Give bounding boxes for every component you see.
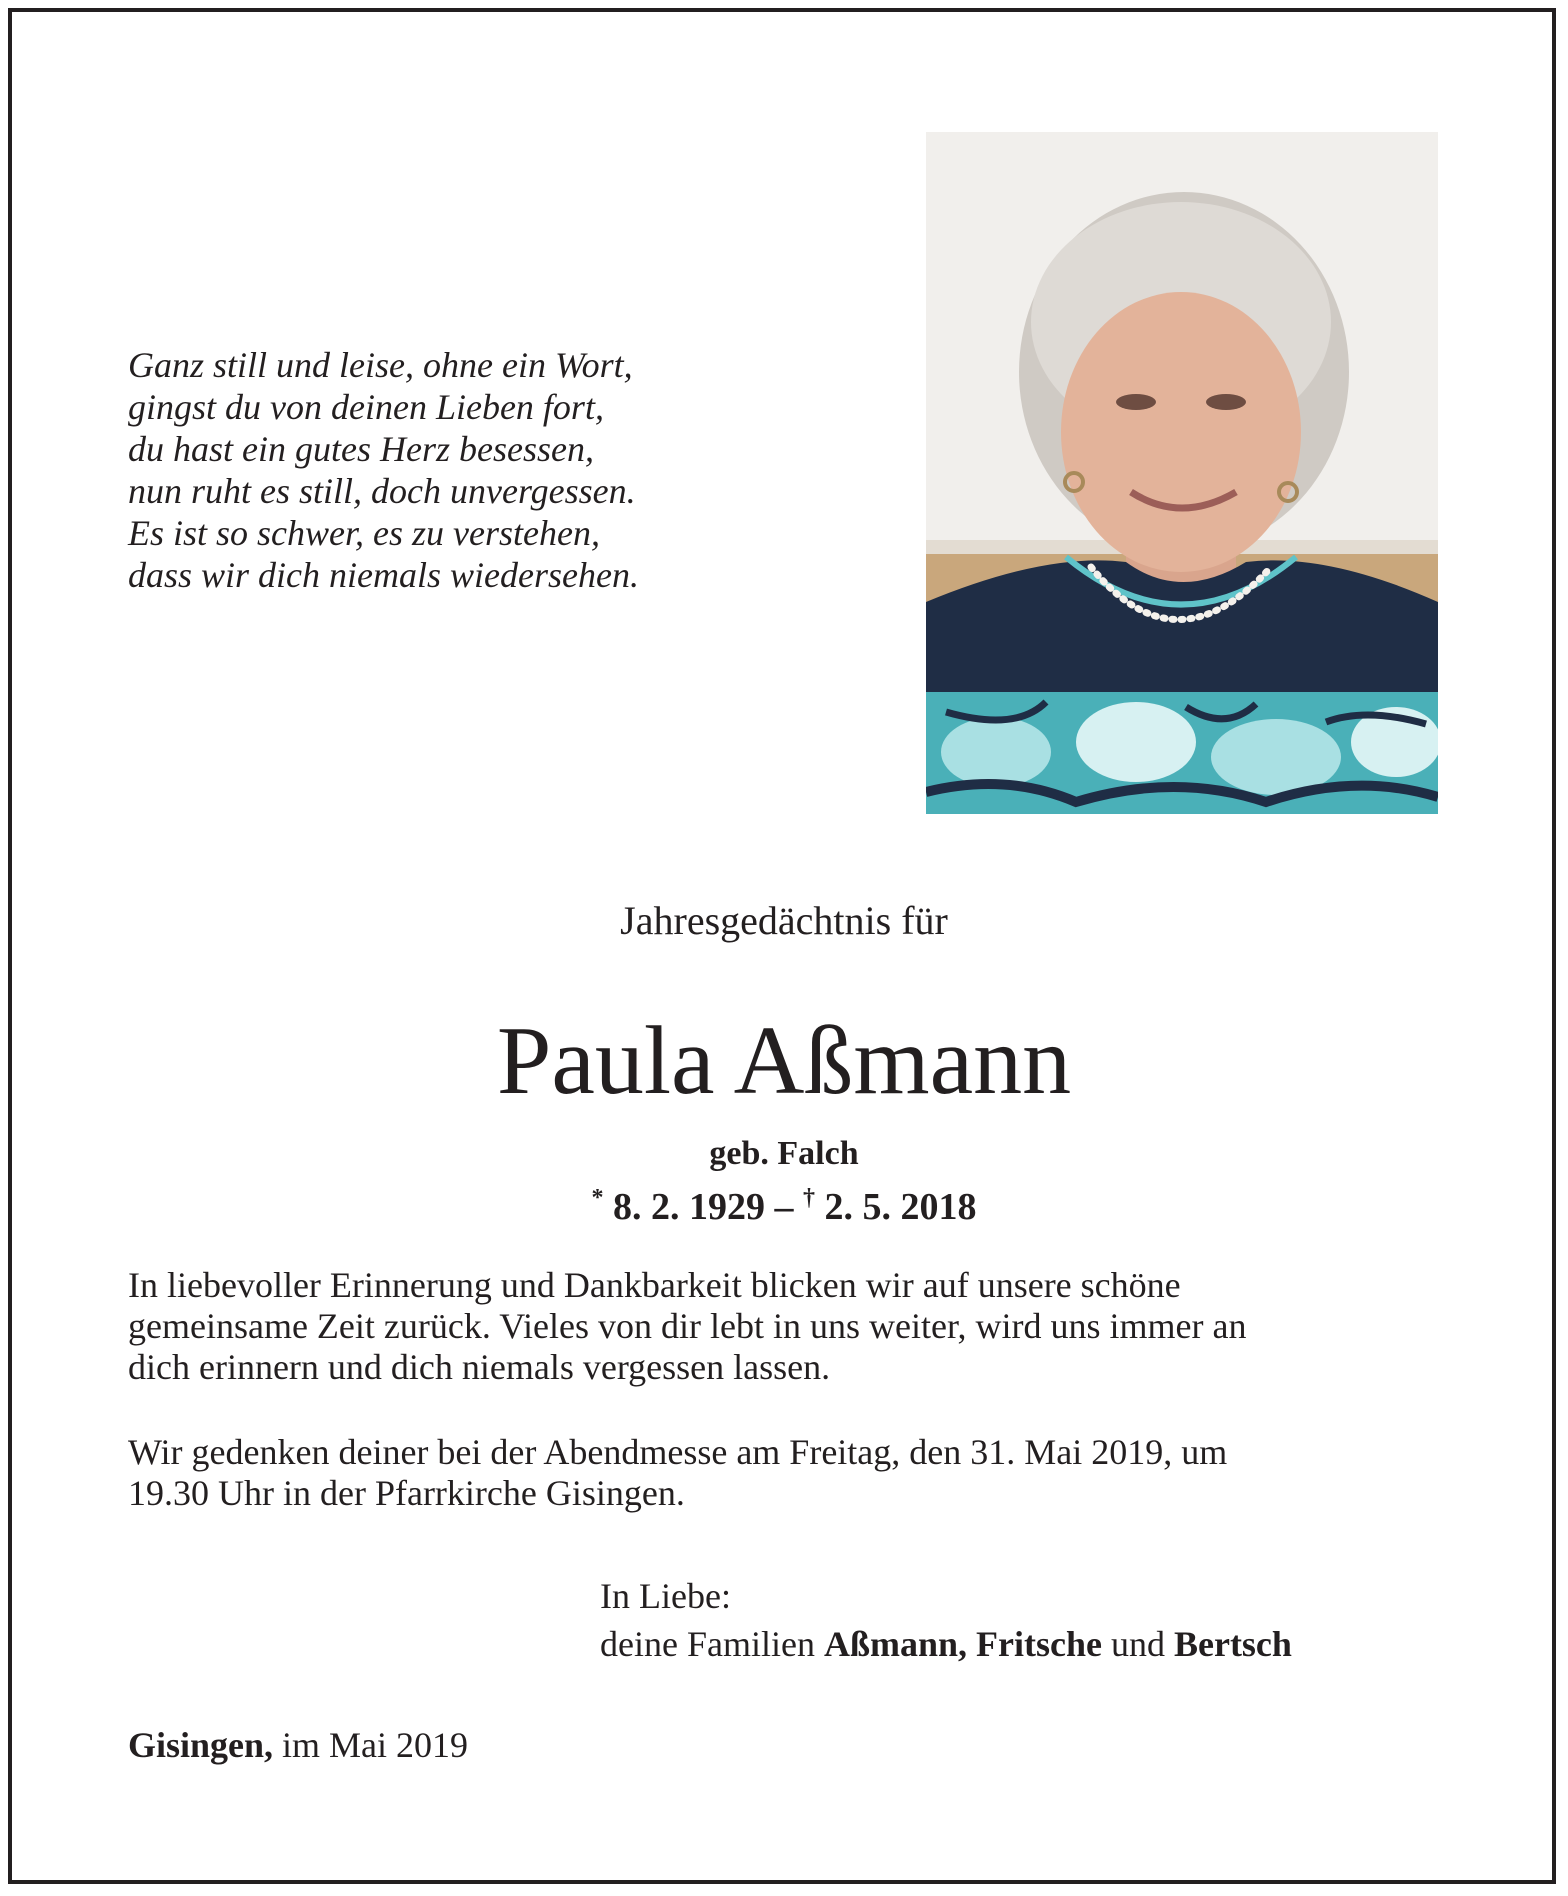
paragraph-line: gemeinsame Zeit zurück. Vieles von dir lebt in uns weiter, wird uns immer an [128,1306,1247,1346]
signature-families [600,1620,1440,1668]
paragraph-line: 19.30 Uhr in der Pfarrkirche Gisingen. [128,1473,685,1513]
paragraph-line: dich erinnern und dich niemals vergessen lassen. [128,1347,831,1387]
poem-line: du hast ein gutes Herz besessen, [128,429,594,469]
birth-date: 8. 2. 1929 [613,1186,765,1228]
family-name: Fritsche [976,1624,1102,1664]
family-name: Aßmann, [823,1624,968,1664]
portrait-photo [926,132,1438,814]
deceased-name: Paula Aßmann [496,1007,1072,1115]
signature-conjunction: und [1110,1624,1165,1664]
place-and-date [128,1723,468,1767]
family-name: Bertsch [1173,1624,1292,1664]
signature-prefix: deine Familien [600,1624,815,1664]
remembrance-paragraph [128,1265,1440,1388]
family-signature [600,1572,1440,1668]
place-town: Gisingen, [128,1725,274,1765]
poem-line: dass wir dich niemals wiedersehen. [128,555,639,595]
memorial-intro: Jahresgedächtnis für [620,898,948,943]
memorial-poem [128,344,748,596]
poem-line: gingst du von deinen Lieben fort, [128,387,604,427]
birth-symbol: * [591,1185,604,1211]
signature-greeting: In Liebe: [600,1576,731,1616]
mass-paragraph [128,1432,1440,1514]
poem-line: nun ruht es still, doch unvergessen. [128,471,636,511]
paragraph-line: In liebevoller Erinnerung und Dankbarkeit blicken wir auf unsere schöne [128,1265,1181,1305]
poem-line: Es ist so schwer, es zu verstehen, [128,513,600,553]
maiden-name: geb. Falch [709,1135,859,1172]
poem-line: Ganz still und leise, ohne ein Wort, [128,345,633,385]
paragraph-line: Wir gedenken deiner bei der Abendmesse am Freitag, den 31. Mai 2019, um [128,1432,1228,1472]
life-dates [0,1176,1568,1229]
death-symbol: † [803,1185,815,1211]
death-date: 2. 5. 2018 [824,1186,977,1228]
date-separator: – [774,1186,794,1228]
place-date: im Mai 2019 [282,1725,469,1765]
